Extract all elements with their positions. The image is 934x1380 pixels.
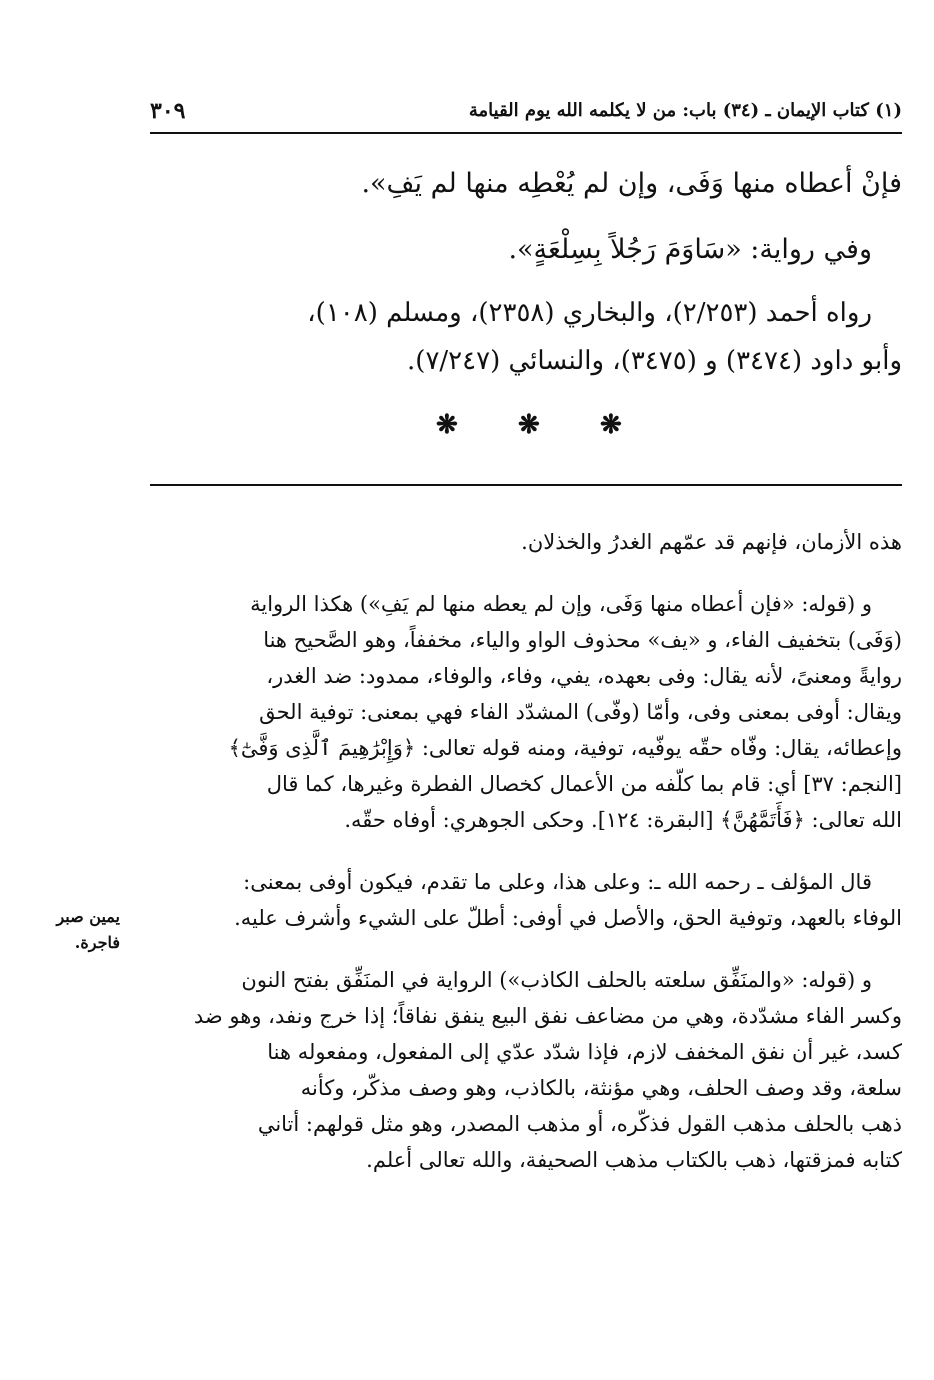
margin-note (30, 904, 120, 956)
commentary-line: ويقال: أوفى بمعنى وفى، وأمّا (وفّى) المشدّد الفاء فهي بمعنى: توفية الحق (259, 700, 902, 724)
commentary-line: روايةً ومعنىً، لأنه يقال: وفى بعهده، يفي، وفاء، والوفاء، ممدود: ضد الغدر، (266, 664, 902, 688)
star-ornament: ❋ (436, 410, 458, 440)
commentary-line: سلعة، وقد وصف الحلف، وهي مؤنثة، بالكاذب، وهو وصف مذكّر، وكأنه (300, 1076, 902, 1100)
commentary-line: كسد، غير أن نفق المخفف لازم، فإذا شدّد عدّي إلى المفعول، ومفعوله هنا (267, 1040, 902, 1064)
running-header (150, 98, 902, 134)
header-title: (١) كتاب الإيمان ـ (٣٤) باب: من لا يكلمه الله يوم القيامة (468, 100, 902, 121)
footnote-separator-rule (150, 484, 902, 486)
commentary-line: ذهب بالحلف مذهب القول فذكّره، أو مذهب المصدر، وهو مثل قولهم: أتاني (257, 1112, 902, 1136)
section-divider-stars (420, 410, 640, 440)
commentary-line: هذه الأزمان، فإنهم قد عمّهم الغدرُ والخذلان. (521, 530, 902, 554)
commentary-line: الوفاء بالعهد، وتوفية الحق، والأصل في أوفى: أطلّ على الشيء وأشرف عليه. (234, 906, 902, 930)
commentary-line: قال المؤلف ـ رحمه الله ـ: وعلى هذا، وعلى ما تقدم، فيكون أوفى بمعنى: (243, 870, 872, 894)
hadith-line: وفي رواية: «سَاوَمَ رَجُلاً بِسِلْعَةٍ». (508, 234, 872, 265)
hadith-source-line: رواه أحمد (٢/٢٥٣)، والبخاري (٢٣٥٨)، ومسلم (١٠٨)، (307, 298, 872, 328)
commentary-line: و (قوله: «فإن أعطاه منها وَفَى، وإن لم يعطه منها لم يَفِ») هكذا الرواية (250, 592, 872, 616)
commentary-line: وكسر الفاء مشدّدة، وهي من مضاعف نفق البيع ينفق نفاقاً؛ إذا خرج ونفد، وهو ضد (193, 1004, 902, 1028)
star-ornament: ❋ (518, 410, 540, 440)
star-ornament: ❋ (600, 410, 622, 440)
hadith-line: فإنْ أعطاه منها وَفَى، وإن لم يُعْطِه منها لم يَفِ». (361, 168, 902, 199)
commentary-line: الله تعالى: ﴿فَأَتَمَّهُنَّ﴾ [البقرة: ١٢٤]. وحكى الجوهري: أوفاه حقّه. (344, 808, 902, 832)
commentary-line: [النجم: ٣٧] أي: قام بما كلّفه من الأعمال كخصال الفطرة وغيرها، كما قال (266, 772, 902, 796)
margin-note-line: فاجرة. (74, 933, 120, 952)
commentary-line: و (قوله: «والمنَفِّق سلعته بالحلف الكاذب») الرواية في المنَفِّق بفتح النون (241, 968, 872, 992)
hadith-source-line: وأبو داود (٣٤٧٤) و (٣٤٧٥)، والنسائي (٧/٢٤٧). (407, 346, 902, 376)
margin-note-line: يمين صبر (56, 907, 120, 926)
page-number: ٣٠٩ (150, 98, 186, 124)
commentary-line: (وَفَى) بتخفيف الفاء، و «يف» محذوف الواو والياء، مخففاً، وهو الصَّحيح هنا (263, 628, 902, 652)
commentary-line: وإعطائه، يقال: وفّاه حقّه يوفّيه، توفية، ومنه قوله تعالى: ﴿وَإِبْرَٰهِيمَ ٱلَّذِى وَفَّىٰٓ﴾ (228, 736, 902, 760)
commentary-line: كتابه فمزقتها، ذهب بالكتاب مذهب الصحيفة، والله تعالى أعلم. (366, 1148, 902, 1172)
